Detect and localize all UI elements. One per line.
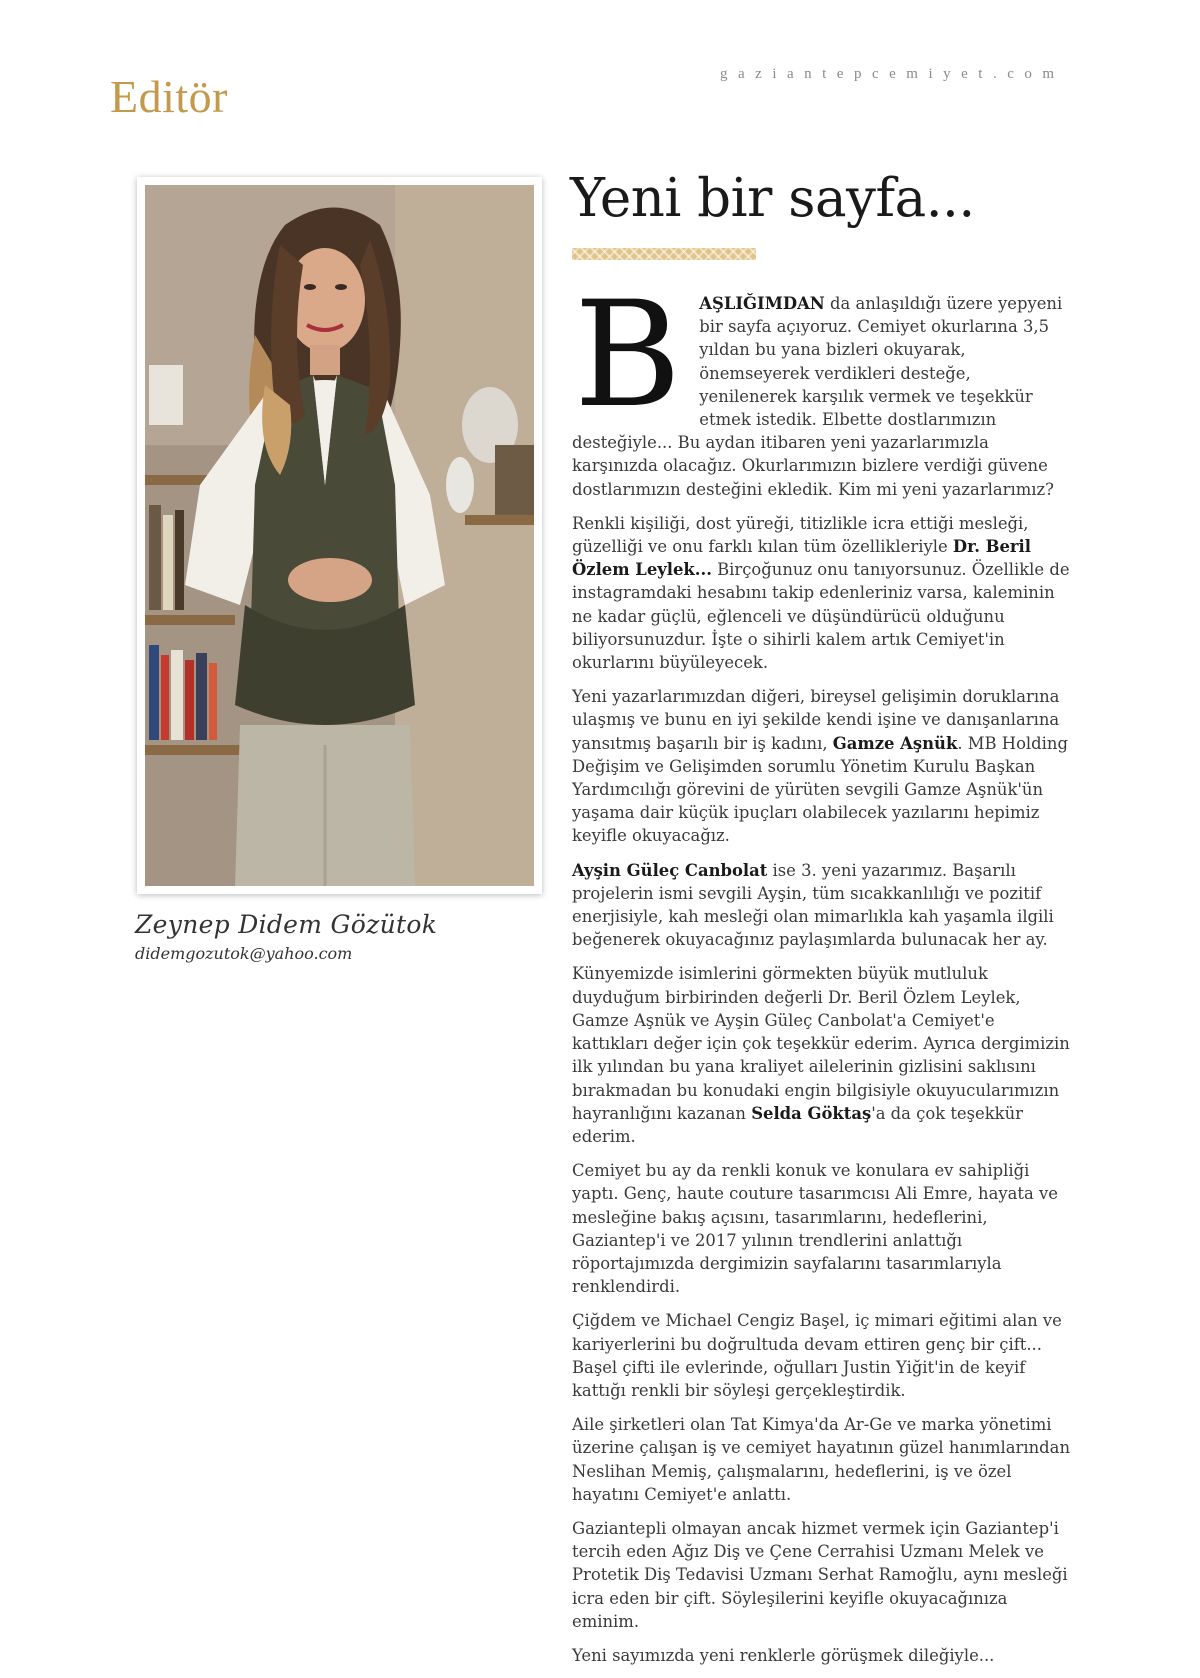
- paragraph-4: [572, 859, 1070, 952]
- lead-word: AŞLIĞIMDAN: [699, 294, 825, 313]
- paragraph-2: [572, 512, 1070, 674]
- decorative-ornament-bar: [572, 248, 756, 260]
- paragraph-6: Cemiyet bu ay da renkli konuk ve konulara ev sahipliği yaptı. Genç, haute couture tasarımcısı Ali Emre, hayata ve mesleğine bakış açısını, tasarımlarını, hedeflerini, Gaziantep'i ve 2017 yılının trendlerini anlattığı röportajımızda dergimizin sayfalarını tasarımlarıyla renklendirdi.: [572, 1161, 1058, 1297]
- paragraph-1: [572, 270, 1070, 501]
- paragraph-3-text-a: Yeni yazarlarımızdan diğeri, bireysel gelişimin doruklarına ulaşmış ve bunu en iyi şekilde kendi işine ve danışanlarına yansıtmış başarılı bir iş kadını,: [572, 687, 1060, 753]
- paragraph-10: Yeni sayımızda yeni renklerle görüşmek dileğiyle...: [572, 1645, 995, 1665]
- paragraph-9: Gaziantepli olmayan ancak hizmet vermek için Gaziantep'i tercih eden Ağız Diş ve Çene Cerrahisi Uzmanı Melek ve Protetik Diş Tedavisi Uzmanı Serhat Ramoğlu, aynı mesleği icra eden bir çift. Söyleşilerini keyifle okuyacağınıza eminim.: [572, 1518, 1068, 1631]
- paragraph-2-text-b: Birçoğunuz onu tanıyorsunuz. Özellikle de instagramdaki hesabını takip edenleriniz varsa, kaleminin ne kadar güçlü, eğlenceli ve düşündürücü olduğunu biliyorsunuzdur. İşte o sihirli kalem artık Cemiyet'in okurlarını büyüleyecek.: [572, 560, 1070, 673]
- paragraph-7-text-b: Başel çifti ile evlerinde, oğulları Justin Yiğit'in de keyif kattığı renkli bir söyleşi gerçekleştirdik.: [572, 1357, 1026, 1400]
- paragraph-5-text-b: 'a da çok teşekkür ederim.: [572, 1103, 1023, 1146]
- paragraph-3: [572, 685, 1070, 847]
- paragraph-5: [572, 962, 1070, 1148]
- paragraph-2-text-a: Renkli kişiliği, dost yüreği, titizlikle icra ettiği mesleği, güzelliği ve onu farklı kılan tüm özellikleriyle: [572, 513, 1029, 557]
- writer-name-selda: Selda Göktaş: [751, 1103, 872, 1123]
- paragraph-8: Aile şirketleri olan Tat Kimya'da Ar-Ge ve marka yönetimi üzerine çalışan iş ve cemiyet hayatının güzel hanımlarından Neslihan Memiş, çalışmalarını, hedeflerini, iş ve özel hayatını Cemiyet'e anlattı.: [572, 1415, 1071, 1504]
- writer-name-beril: Dr. Beril Özlem Leylek...: [572, 537, 1031, 580]
- paragraph-1-text: da anlaşıldığı üzere yepyeni bir sayfa açıyoruz. Cemiyet okurlarına 3,5 yıldan bu yana bizleri okuyarak, önemseyerek verdikleri desteğe, yenilenerek karşılık vermek ve teşekkür etmek istedik. Elbette dostlarımızın desteğiyle... Bu aydan itibaren yeni yazarlarımızla karşınızda olacağız. Okurlarımızın bizlere verdiği güvene dostlarımızın desteğini ekledik. Kim mi yeni yazarlarımız?: [572, 294, 1063, 499]
- author-portrait-illustration: [145, 185, 534, 886]
- paragraph-7-text-a: Çiğdem ve Michael Cengiz Başel, iç mimari eğitimi alan ve kariyerlerini bu doğrultuda devam ettiren genç bir çift...: [572, 1311, 1062, 1354]
- headline: Yeni bir sayfa...: [570, 168, 975, 229]
- paragraph-4-text: ise 3. yeni yazarımız. Başarılı projelerin ismi sevgili Ayşin, tüm sıcakkanlılığı ve pozitif enerjisiyle, kah mesleği olan mimarlıkla kah yaşamla ilgili beğenerek okuyacağınız paylaşımlarda bulunacak her ay.: [572, 860, 1054, 950]
- writer-name-gamze: Gamze Aşnük: [832, 733, 958, 753]
- author-email[interactable]: didemgozutok@yahoo.com: [135, 944, 353, 963]
- author-name: Zeynep Didem Gözütok: [135, 910, 438, 939]
- paragraph-7: [572, 1309, 1070, 1402]
- author-photo: [137, 177, 542, 894]
- paragraph-3-text-b: . MB Holding Değişim ve Gelişimden sorumlu Yönetim Kurulu Başkan Yardımcılığı görevini de yürüten sevgili Gamze Aşnük'ün yaşama dair küçük ipuçları olabilecek yazılarını hepimiz keyifle okuyacağız.: [572, 733, 1068, 846]
- site-url: gaziantepcemiyet.com: [720, 66, 1065, 82]
- writer-name-aysin: Ayşin Güleç Canbolat: [572, 860, 768, 880]
- editorial-article: [572, 270, 1071, 1678]
- paragraph-5-text-a: Künyemizde isimlerini görmekten büyük mutluluk duyduğum birbirinden değerli Dr. Beril Özlem Leylek, Gamze Aşnük ve Ayşin Güleç Canbolat'a Cemiyet'e kattıkları değer için çok teşekkür ederim. Ayrıca dergimizin ilk yılından bu yana kraliyet ailelerinin gizlisini saklısını bırakmadan bu konudaki engin bilgisiyle okuyucularımızın hayranlığını kazanan: [572, 964, 1070, 1123]
- section-label: Editör: [110, 71, 228, 122]
- drop-cap: B: [574, 270, 682, 440]
